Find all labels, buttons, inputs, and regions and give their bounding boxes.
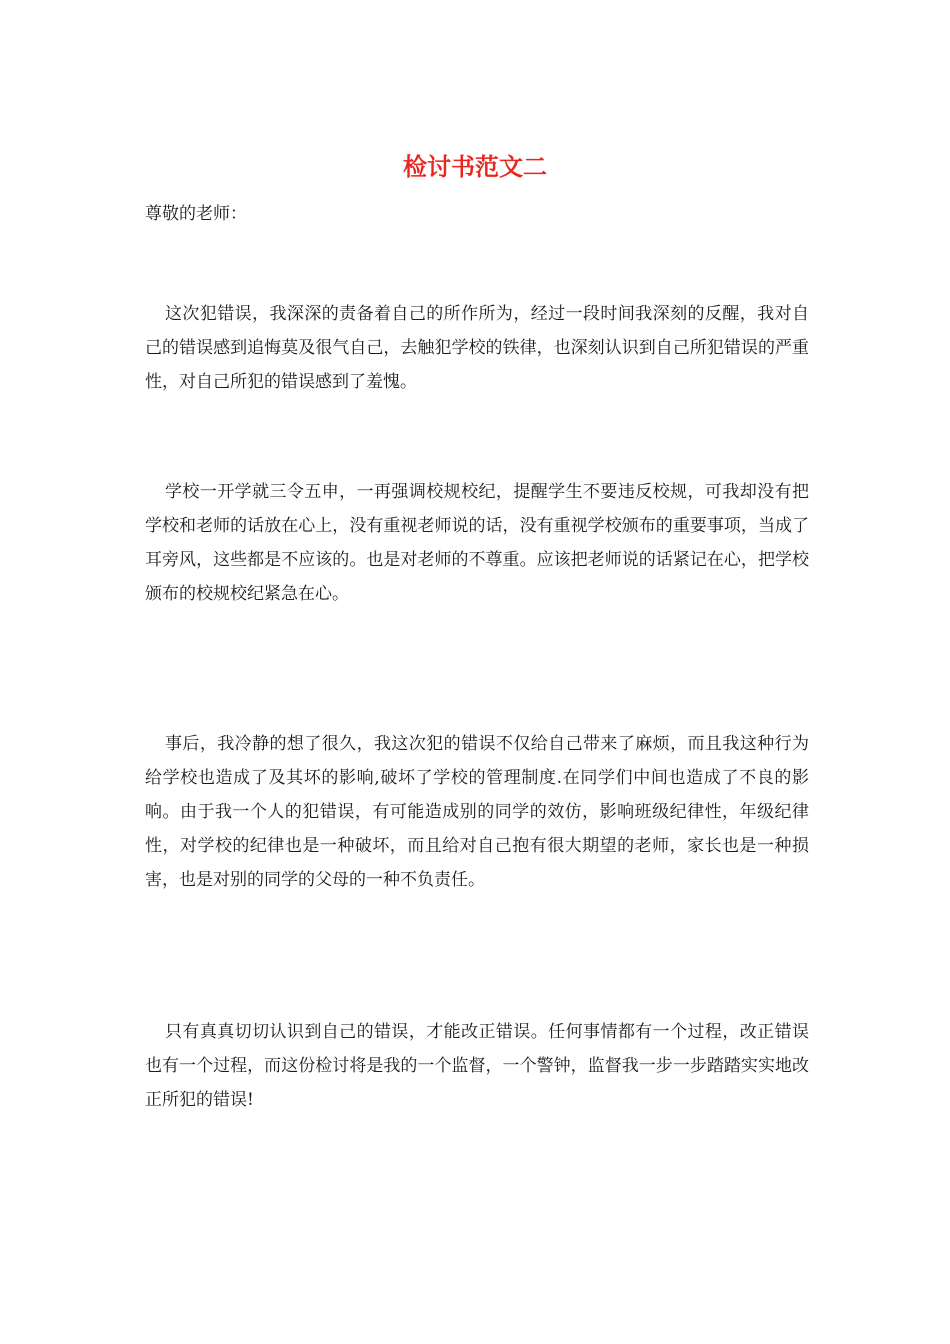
document-title: 检讨书范文二 — [403, 152, 547, 181]
paragraph-1: 这次犯错误，我深深的责备着自己的所作所为，经过一段时间我深刻的反醒，我对自己的错误感到追悔莫及很气自己，去触犯学校的铁律，也深刻认识到自己所犯错误的严重性，对自己所犯的错误感到了羞愧。 — [145, 304, 809, 392]
paragraph-3: 事后，我冷静的想了很久，我这次犯的错误不仅给自己带来了麻烦，而且我这种行为给学校也造成了及其坏的影响,破坏了学校的管理制度.在同学们中间也造成了不良的影响。由于我一个人的犯错误，有可能造成别的同学的效仿，影响班级纪律性，年级纪律性，对学校的纪律也是一种破坏，而且给对自己抱有很大期望的老师，家长也是一种损害，也是对别的同学的父母的一种不负责任。 — [145, 734, 809, 890]
salutation: 尊敬的老师： — [145, 204, 247, 224]
paragraph-4: 只有真真切切认识到自己的错误，才能改正错误。任何事情都有一个过程，改正错误也有一个过程，而这份检讨将是我的一个监督，一个警钟，监督我一步一步踏踏实实地改正所犯的错误! — [145, 1022, 809, 1110]
paragraph-2: 学校一开学就三令五申，一再强调校规校纪，提醒学生不要违反校规，可我却没有把学校和老师的话放在心上，没有重视老师说的话，没有重视学校颁布的重要事项，当成了耳旁风，这些都是不应该的。也是对老师的不尊重。应该把老师说的话紧记在心，把学校颁布的校规校纪紧急在心。 — [145, 482, 809, 604]
